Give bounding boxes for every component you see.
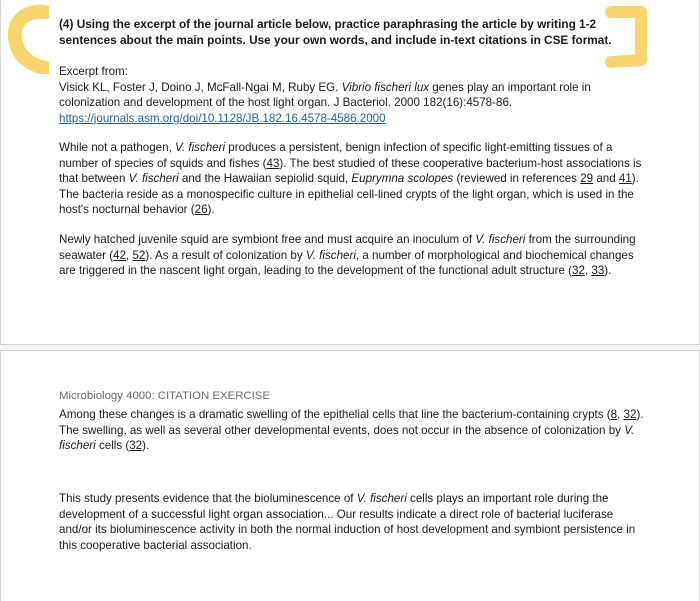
reference-link[interactable]: 41 [618, 172, 632, 186]
reference-link[interactable]: 26 [194, 203, 208, 217]
citation-authors: Visick KL, Foster J, Doino J, McFall-Ngai M, Ruby EG. [59, 80, 339, 94]
citation-title-italic: Vibrio fischeri lux [341, 80, 430, 94]
reference-link[interactable]: 52 [132, 248, 146, 262]
reference-link[interactable]: 32 [572, 264, 585, 278]
reference-link[interactable]: 33 [591, 264, 605, 278]
paragraph-1: While not a pathogen, V. fischeri produces a persistent, benign infection of specific light-emitting tissues of a number of species of squids and fishes (43). The best studied of these cooperative bacterium-host associations is that between V. fischeri and the Hawaiian sepiolid squid, Euprymna scolopes (reviewed in references 29 and 41). The bacteria reside as a monospecific culture in epithelial cell-lined crypts of the light organ, which is used in the host's nocturnal behavior (26). [59, 141, 642, 217]
reference-link[interactable]: 43 [266, 156, 280, 170]
reference-link[interactable]: 32 [129, 439, 143, 453]
page-header: Microbiology 4000: CITATION EXERCISE [59, 390, 271, 402]
document-page-2 [0, 350, 700, 601]
paragraph-3: Among these changes is a dramatic swelling of the epithelial cells that line the bacterium-containing crypts (8, 32). The swelling, as well as several other developmental events, does not occur in the absence of colonization by V. fischeri cells (32). [59, 408, 644, 453]
excerpt-citation [59, 64, 645, 126]
reference-link[interactable]: 29 [580, 172, 594, 186]
citation-journal: J Bacteriol. 2000 182(16):4578-86. [330, 96, 513, 110]
article-doi-link[interactable]: https://journals.asm.org/doi/10.1128/JB.182.16.4578-4586.2000 [59, 111, 386, 125]
paragraph-2: Newly hatched juvenile squid are symbiont free and must acquire an inoculum of V. fischeri from the surrounding seawater (42, 52). As a result of colonization by V. fischeri, a number of morphological and biochemical changes are triggered in the nascent light organ, leading to the development of the functional adult structure (32, 33). [59, 233, 636, 278]
left-bracket-highlight [5, 4, 49, 74]
citation-title: genes play an important role in colonization and development of the host light organ. [59, 80, 591, 110]
reference-link[interactable]: 8 [610, 408, 618, 421]
question-prompt: (4) Using the excerpt of the journal article below, practice paraphrasing the article by writing 1-2 sentences about the main points. Use your own words, and include in-text citations in CSE format. [59, 17, 612, 47]
reference-link[interactable]: 32 [623, 408, 637, 421]
excerpt-label: Excerpt from: [59, 65, 128, 78]
paragraph-4: This study presents evidence that the bioluminescence of V. fischeri cells plays an important role during the development of a successful light organ association... Our results indicate a direct role of bacterial luciferase and/or its bioluminescence activity in both the normal induction of host development and symbiont persistence in this cooperative bacterial association. [59, 492, 636, 552]
reference-link[interactable]: 42 [113, 248, 127, 262]
